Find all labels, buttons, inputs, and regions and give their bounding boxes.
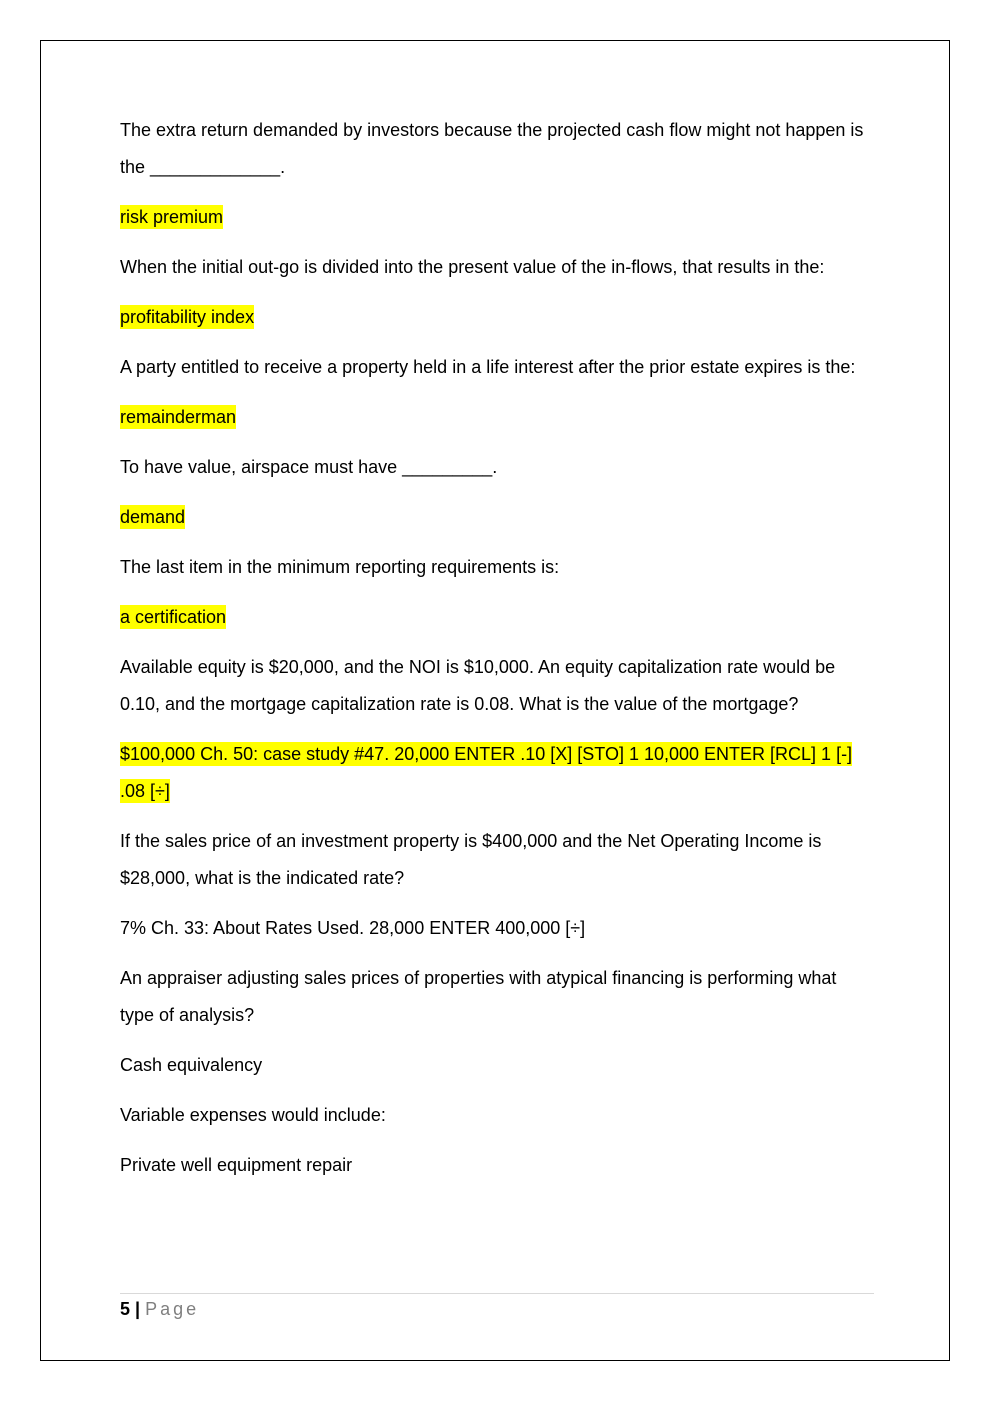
question-text: When the initial out-go is divided into the present value of the in-flows, that results in the:: [120, 257, 825, 277]
answer-highlight: demand: [120, 507, 186, 527]
answer-highlight: $100,000 Ch. 50: case study #47. 20,000 ENTER .10 [X] [STO] 1 10,000 ENTER [RCL] 1 [-] .08 [÷]: [120, 744, 853, 801]
answer-text: [120, 299, 874, 336]
page-number: 5: [120, 1299, 131, 1319]
question-text: To have value, airspace must have _________.: [120, 457, 498, 477]
answer-text: [120, 399, 874, 436]
document-body: [120, 112, 874, 1197]
answer-highlight: remainderman: [120, 407, 237, 427]
answer-text: [120, 736, 874, 810]
question-text: A party entitled to receive a property held in a life interest after the prior estate expires is the:: [120, 357, 856, 377]
answer-highlight: risk premium: [120, 207, 224, 227]
answer-text: Private well equipment repair: [120, 1155, 353, 1175]
page-label: Page: [145, 1299, 200, 1319]
answer-text: 7% Ch. 33: About Rates Used. 28,000 ENTER 400,000 [÷]: [120, 918, 586, 938]
answer-highlight: profitability index: [120, 307, 255, 327]
question-text: The extra return demanded by investors because the projected cash flow might not happen is the _____________.: [120, 120, 864, 177]
answer-text: [120, 599, 874, 636]
answer-text: Cash equivalency: [120, 1055, 263, 1075]
question-text: Variable expenses would include:: [120, 1105, 386, 1125]
question-text: If the sales price of an investment property is $400,000 and the Net Operating Income is $28,000, what is the indicated rate?: [120, 831, 822, 888]
answer-text: [120, 199, 874, 236]
answer-text: [120, 499, 874, 536]
question-text: Available equity is $20,000, and the NOI is $10,000. An equity capitalization rate would be 0.10, and the mortgage capitalization rate is 0.08. What is the value of the mortgage?: [120, 657, 836, 714]
question-text: The last item in the minimum reporting requirements is:: [120, 557, 560, 577]
page-footer: [120, 1293, 874, 1320]
answer-highlight: a certification: [120, 607, 227, 627]
footer-separator: |: [135, 1299, 141, 1319]
question-text: An appraiser adjusting sales prices of properties with atypical financing is performing what type of analysis?: [120, 968, 837, 1025]
